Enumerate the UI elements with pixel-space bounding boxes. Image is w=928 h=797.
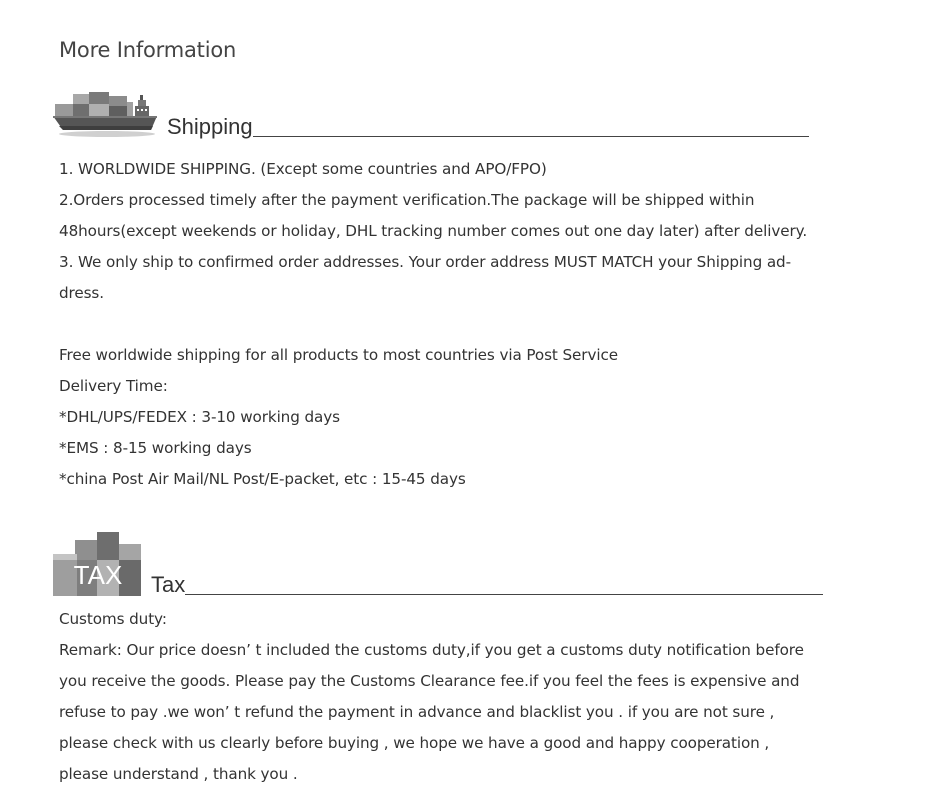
tax-line: you receive the goods. Please pay the Customs Clearance fee.if you feel the fees is expensive and <box>59 672 800 690</box>
tax-icon-label: TAX <box>73 560 123 590</box>
paragraph-gap <box>59 309 807 340</box>
shipping-line: dress. <box>59 284 104 302</box>
delivery-line: *DHL/UPS/FEDEX : 3-10 working days <box>59 408 340 426</box>
shipping-line: 48hours(except weekends or holiday, DHL tracking number comes out one day later) after delivery. <box>59 222 808 240</box>
shipping-section-header <box>53 90 809 140</box>
shipping-line: 2.Orders processed timely after the payment verification.The package will be shipped within <box>59 191 755 209</box>
tax-heading: Tax <box>151 572 186 597</box>
cargo-ship-icon <box>53 90 159 140</box>
delivery-line: Free worldwide shipping for all products to most countries via Post Service <box>59 346 618 364</box>
tax-body <box>59 604 804 790</box>
shipping-heading: Shipping <box>167 114 253 139</box>
tax-line: Customs duty: <box>59 610 167 628</box>
shipping-body <box>59 154 807 495</box>
tax-heading-rule <box>185 594 823 595</box>
shipping-line: 3. We only ship to confirmed order addresses. Your order address MUST MATCH your Shipping ad- <box>59 253 791 271</box>
tax-section-header <box>53 532 823 598</box>
tax-line: Remark: Our price doesn’ t included the customs duty,if you get a customs duty notification before <box>59 641 804 659</box>
delivery-line: *china Post Air Mail/NL Post/E-packet, etc : 15-45 days <box>59 470 466 488</box>
tax-boxes-icon <box>53 532 143 598</box>
delivery-line: *EMS : 8-15 working days <box>59 439 252 457</box>
tax-line: please understand , thank you . <box>59 765 298 783</box>
shipping-heading-rule <box>253 136 809 137</box>
tax-line: refuse to pay .we won’ t refund the payment in advance and blacklist you . if you are not sure , <box>59 703 775 721</box>
delivery-line: Delivery Time: <box>59 377 168 395</box>
shipping-line: 1. WORLDWIDE SHIPPING. (Except some countries and APO/FPO) <box>59 160 547 178</box>
tax-line: please check with us clearly before buying , we hope we have a good and happy cooperation , <box>59 734 770 752</box>
page-title: More Information <box>59 38 237 62</box>
